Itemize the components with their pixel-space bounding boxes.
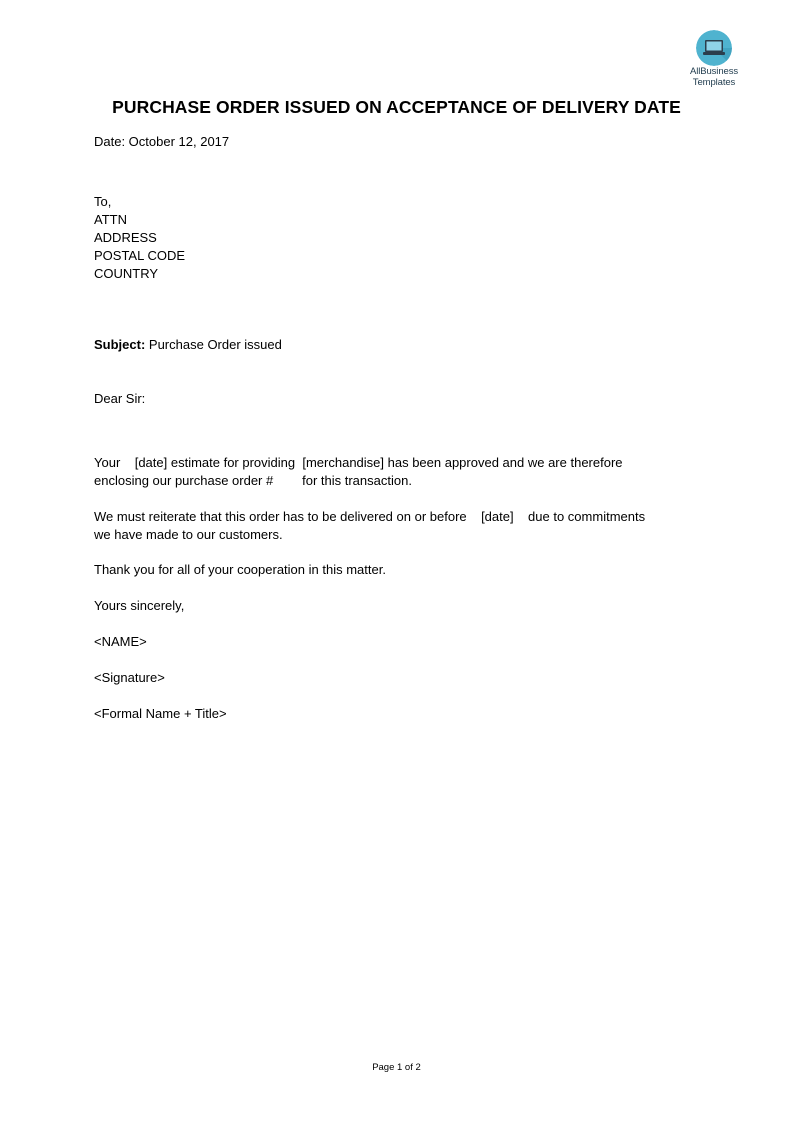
address-street: ADDRESS [94, 230, 157, 245]
formal-name-title-placeholder: <Formal Name + Title> [94, 706, 227, 721]
logo-text-line2: Templates [692, 77, 736, 88]
subject-label: Subject: [94, 337, 146, 352]
sign-off: Yours sincerely, [94, 598, 185, 613]
body-paragraph-1 [94, 454, 694, 490]
body-p2-line2: we have made to our customers. [94, 527, 283, 542]
date-line: Date: October 12, 2017 [94, 134, 230, 149]
body-paragraph-3: Thank you for all of your cooperation in this matter. [94, 562, 386, 577]
document-title: PURCHASE ORDER ISSUED ON ACCEPTANCE OF DELIVERY DATE [112, 97, 681, 117]
body-p1-line2: enclosing our purchase order # for this transaction. [94, 473, 412, 488]
subject-line [94, 336, 282, 354]
body-paragraph-2 [94, 508, 694, 544]
body-p2-line1: We must reiterate that this order has to be delivered on or before [date] due to commitments [94, 509, 646, 524]
signature-placeholder: <Signature> [94, 670, 165, 685]
name-placeholder: <NAME> [94, 634, 147, 649]
address-country: COUNTRY [94, 266, 159, 281]
address-to: To, [94, 194, 112, 209]
body-p1-line1: Your [date] estimate for providing [merchandise] has been approved and we are therefore [94, 455, 623, 470]
company-logo [676, 30, 752, 88]
logo-text-line1: AllBusiness [689, 66, 738, 77]
address-postal-code: POSTAL CODE [94, 248, 186, 263]
laptop-icon [696, 30, 732, 66]
logo-circle [696, 30, 732, 66]
salutation: Dear Sir: [94, 391, 146, 406]
subject-text: Purchase Order issued [145, 337, 282, 352]
address-attn: ATTN [94, 212, 127, 227]
page-number: Page 1 of 2 [372, 1062, 421, 1073]
